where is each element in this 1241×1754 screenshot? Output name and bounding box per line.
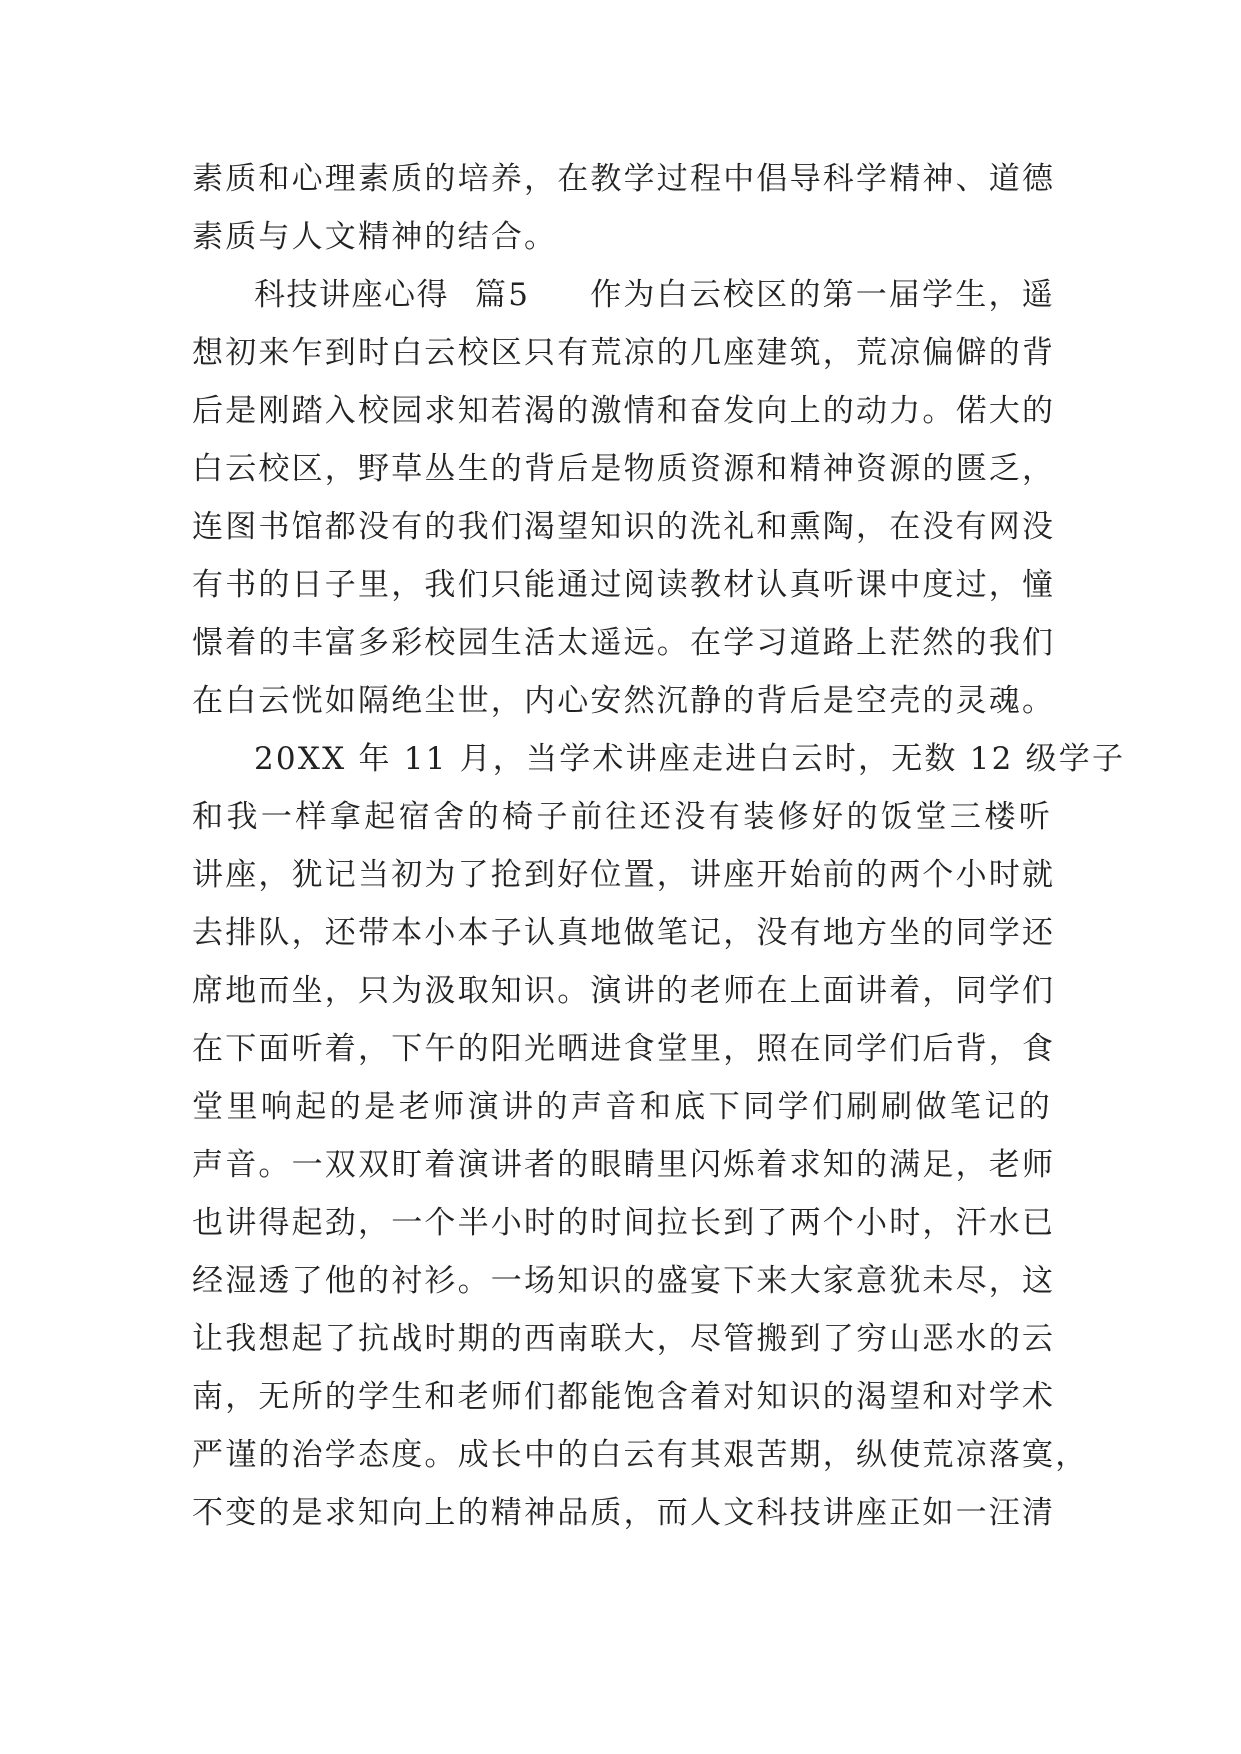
- section-number: 篇5: [475, 277, 531, 313]
- text-line: 20XX 年 11 月，当学术讲座走进白云时，无数 12 级学子: [254, 741, 1126, 777]
- text-line: 也讲得起劲，一个半小时的时间拉长到了两个小时，汗水已: [192, 1205, 1056, 1241]
- text-line: 南，无所的学生和老师们都能饱含着对知识的渴望和对学术: [192, 1379, 1056, 1415]
- text-line: 在下面听着，下午的阳光晒进食堂里，照在同学们后背，食: [192, 1031, 1056, 1067]
- text-line: 白云校区，野草丛生的背后是物质资源和精神资源的匮乏，: [192, 451, 1056, 487]
- text-line: 素质与人文精神的结合。: [192, 219, 558, 255]
- text-line: 去排队，还带本小本子认真地做笔记，没有地方坐的同学还: [192, 915, 1056, 951]
- text-line: 严谨的治学态度。成长中的白云有其艰苦期，纵使荒凉落寞，: [192, 1437, 1089, 1473]
- section-heading: [192, 266, 1055, 324]
- text-line: 素质和心理素质的培养，在教学过程中倡导科学精神、道德: [192, 161, 1056, 197]
- text-line: 后是刚踏入校园求知若渴的激情和奋发向上的动力。偌大的: [192, 393, 1056, 429]
- section-lead-text: 作为白云校区的第一届学生，遥: [590, 277, 1055, 313]
- text-line: 连图书馆都没有的我们渴望知识的洗礼和熏陶，在没有网没: [192, 509, 1056, 545]
- text-line: 声音。一双双盯着演讲者的眼睛里闪烁着求知的满足，老师: [192, 1147, 1056, 1183]
- text-line: 想初来乍到时白云校区只有荒凉的几座建筑，荒凉偏僻的背: [192, 335, 1056, 371]
- text-line: 让我想起了抗战时期的西南联大，尽管搬到了穷山恶水的云: [192, 1321, 1056, 1357]
- text-line: 不变的是求知向上的精神品质，而人文科技讲座正如一汪清: [192, 1495, 1056, 1531]
- text-line: 堂里响起的是老师演讲的声音和底下同学们刷刷做笔记的: [192, 1089, 1052, 1125]
- text-line: 讲座，犹记当初为了抢到好位置，讲座开始前的两个小时就: [192, 857, 1056, 893]
- text-line: 和我一样拿起宿舍的椅子前往还没有装修好的饭堂三楼听: [192, 799, 1052, 835]
- text-line: 有书的日子里，我们只能通过阅读教材认真听课中度过，憧: [192, 567, 1056, 603]
- text-line: 席地而坐，只为汲取知识。演讲的老师在上面讲着，同学们: [192, 973, 1056, 1009]
- text-line: 在白云恍如隔绝尘世，内心安然沉静的背后是空壳的灵魂。: [192, 683, 1056, 719]
- section-title: 科技讲座心得: [254, 277, 449, 313]
- text-line: 经湿透了他的衬衫。一场知识的盛宴下来大家意犹未尽，这: [192, 1263, 1056, 1299]
- body-text: [192, 150, 1126, 1542]
- text-line: 憬着的丰富多彩校园生活太遥远。在学习道路上茫然的我们: [192, 625, 1056, 661]
